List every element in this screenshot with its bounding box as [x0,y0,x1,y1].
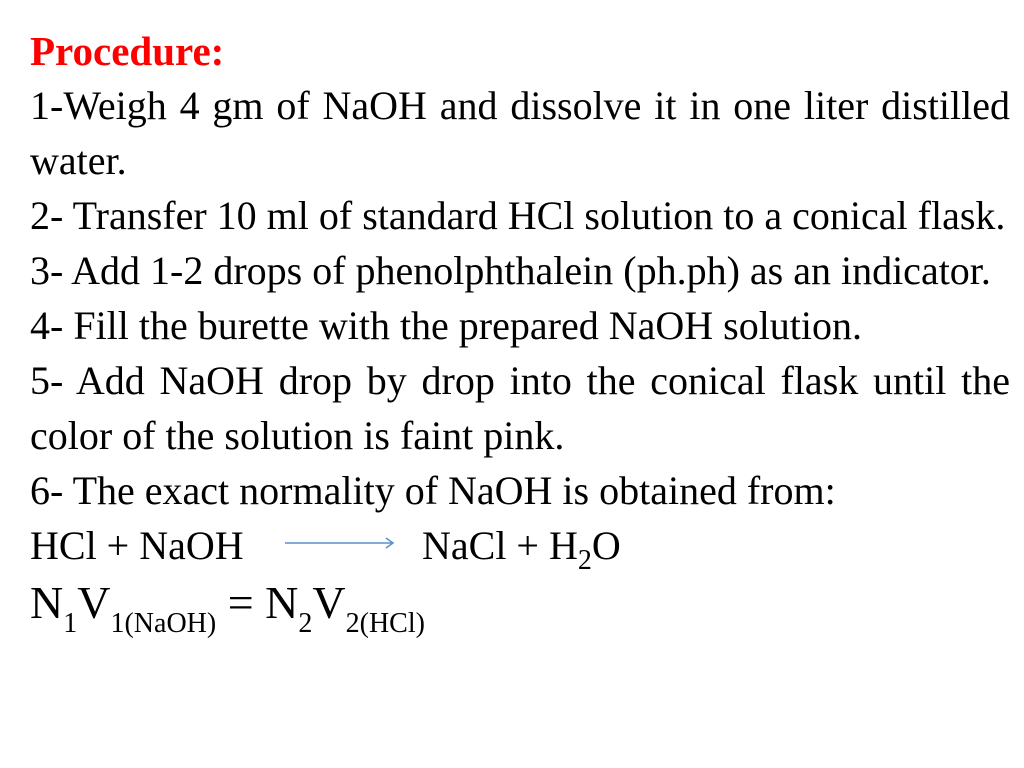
formula-v1: V [77,577,111,628]
formula-v1-subscript: 1(NaOH) [110,608,217,639]
step-4: 4- Fill the burette with the prepared NaOH solution. [30,303,863,348]
formula-v2: V [312,577,346,628]
step-1: 1-Weigh 4 gm of NaOH and dissolve it in one liter distilled water. [30,83,1010,183]
reaction-equation [30,518,1010,576]
step-6: 6- The exact normality of NaOH is obtained from: [30,468,836,513]
product-tail: O [591,523,621,568]
step-2: 2- Transfer 10 ml of standard HCl solution to a conical flask. [30,193,1006,238]
reaction-reactants: HCl + NaOH [30,523,244,568]
product-main: NaCl + H [422,523,578,568]
step-5: 5- Add NaOH drop by drop into the conical flask until the color of the solution is faint pink. [30,358,1010,458]
formula-n1: N [30,577,64,628]
slide-content [30,24,1010,639]
normality-formula [30,573,1010,639]
formula-n2-subscript: 2 [298,608,313,639]
formula-n2: N [265,577,299,628]
formula-equals: = [216,577,266,628]
procedure-heading: Procedure: [30,28,225,74]
formula-n1-subscript: 1 [63,608,78,639]
reaction-products [422,518,621,576]
step-3: 3- Add 1-2 drops of phenolphthalein (ph.ph) as an indicator. [30,248,991,293]
formula-v2-subscript: 2(HCl) [345,608,425,639]
reaction-arrow-icon [285,536,395,550]
product-subscript: 2 [577,545,592,576]
